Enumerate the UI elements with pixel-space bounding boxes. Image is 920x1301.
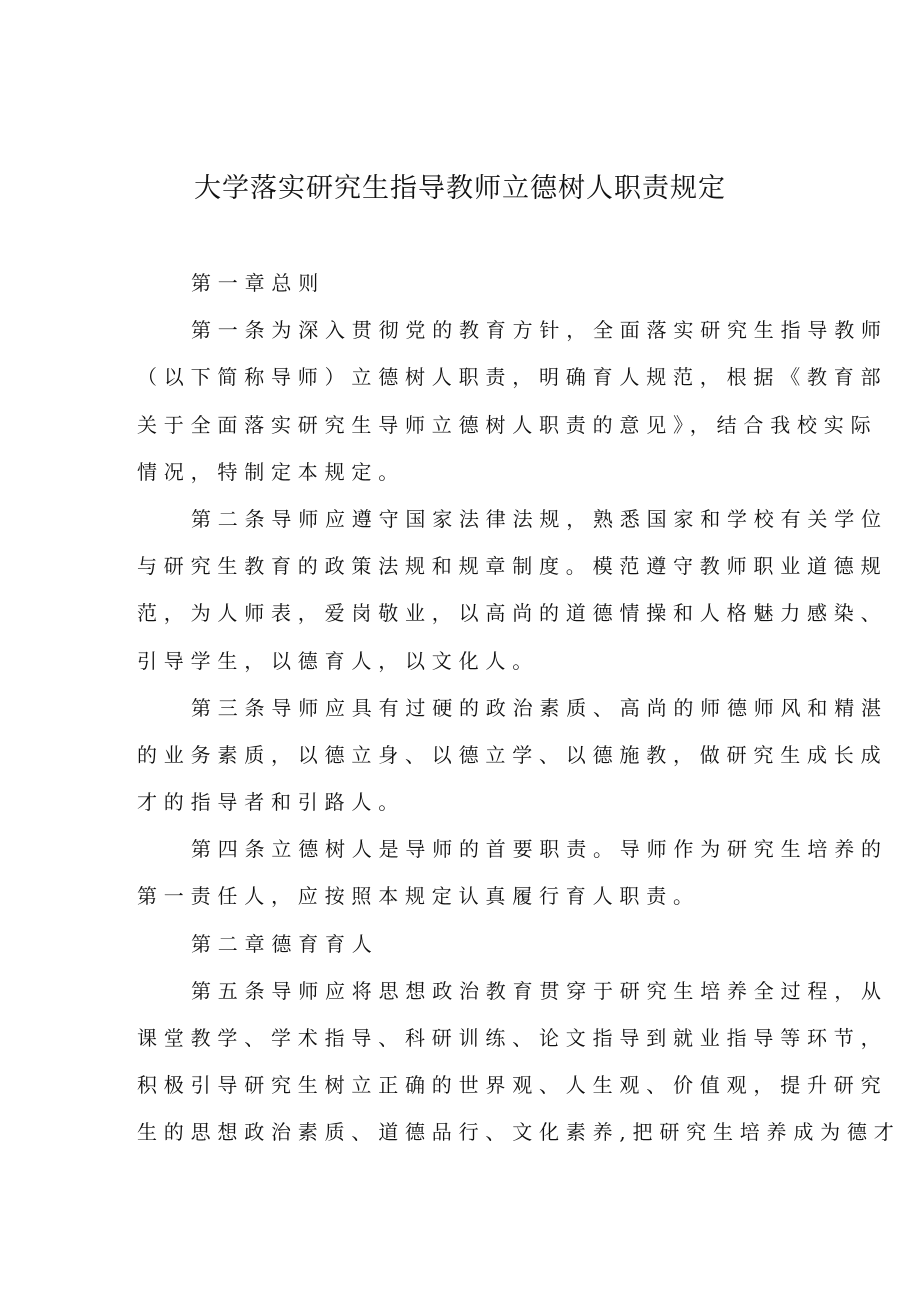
text-line: 第四条立德树人是导师的首要职责。导师作为研究生培养的 [191, 837, 888, 862]
paragraph [137, 968, 901, 1157]
paragraph [137, 826, 888, 920]
text-line: 第一责任人，应按照本规定认真履行育人职责。 [137, 884, 700, 909]
text-line: 第三条导师应具有过硬的政治素质、高尚的师德师风和精湛 [191, 695, 888, 720]
document-body [137, 260, 901, 1157]
document-title: 大学落实研究生指导教师立德树人职责规定 [194, 173, 726, 204]
text-line: 情况，特制定本规定。 [137, 459, 405, 484]
text-line: 与研究生教育的政策法规和规章制度。模范遵守教师职业道德规 [137, 554, 888, 579]
text-line: 范，为人师表，爱岗敬业，以高尚的道德情操和人格魅力感染、 [137, 601, 888, 626]
text-line: 第二章德育育人 [191, 931, 379, 956]
text-line: 第一章总则 [191, 271, 325, 295]
text-line: 引导学生，以德育人，以文化人。 [137, 648, 539, 673]
paragraph [137, 260, 793, 307]
paragraph [137, 685, 888, 827]
text-line: 积极引导研究生树立正确的世界观、人生观、价值观，提升研究 [137, 1073, 888, 1098]
text-line: 关于全面落实研究生导师立德树人职责的意见》，结合我校实际 [137, 412, 878, 437]
text-line: 课堂教学、学术指导、科研训练、论文指导到就业指导等环节， [137, 1026, 888, 1050]
text-line: 第五条导师应将思想政治教育贯穿于研究生培养全过程，从 [191, 978, 888, 1003]
text-line: 的业务素质，以德立身、以德立学、以德施教，做研究生成长成 [137, 742, 888, 767]
paragraph [137, 921, 793, 968]
paragraph [137, 307, 888, 496]
text-line: 第一条为深入贯彻党的教育方针，全面落实研究生指导教师 [191, 318, 888, 343]
text-line: 第二条导师应遵守国家法律法规，熟悉国家和学校有关学位 [191, 506, 888, 531]
text-line: （以下简称导师）立德树人职责，明确育人规范，根据《教育部 [137, 365, 888, 390]
paragraph [137, 496, 888, 685]
text-line: 生的思想政治素质、道德品行、文化素养,把研究生培养成为德才 [137, 1120, 901, 1145]
text-line: 才的指导者和引路人。 [137, 790, 405, 815]
